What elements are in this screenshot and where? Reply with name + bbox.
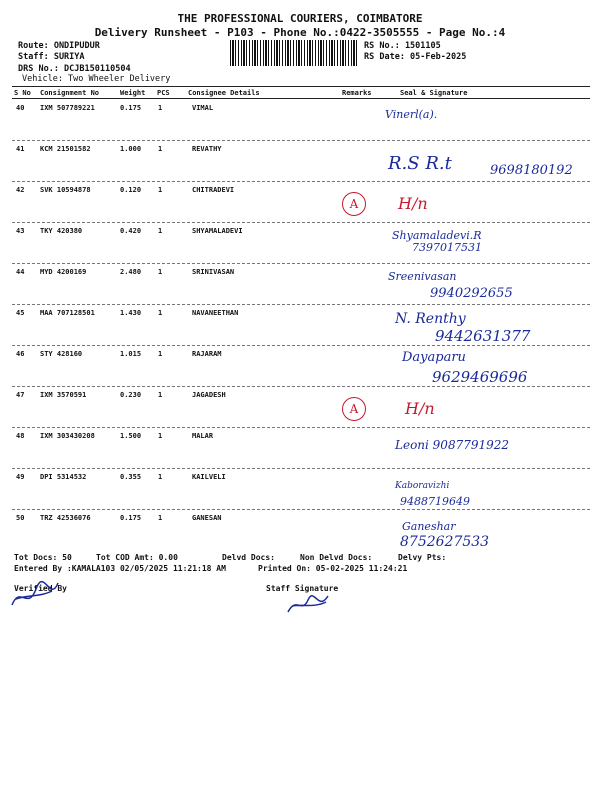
cell-weight: 1.500	[120, 432, 142, 440]
signature: Ganeshar	[402, 520, 456, 533]
cell-weight: 0.230	[120, 391, 142, 399]
cell-sno: 41	[16, 145, 25, 153]
row-separator	[12, 468, 590, 469]
cell-weight: 0.355	[120, 473, 142, 481]
row-separator	[12, 304, 590, 305]
cell-pcs: 1	[158, 227, 163, 235]
row-separator	[12, 263, 590, 264]
table-row	[0, 305, 600, 345]
cell-weight: 1.015	[120, 350, 142, 358]
col-consignee: Consignee Details	[188, 89, 260, 97]
verified-signature-scribble	[6, 575, 66, 615]
cell-consignment: KCM 21501582	[40, 145, 91, 153]
table-row	[0, 387, 600, 427]
signature-phone: 9488719649	[400, 495, 470, 508]
signature: Vinerl(a).	[385, 108, 438, 121]
signature: H/n	[398, 194, 428, 213]
table-row	[0, 264, 600, 304]
cell-consignee: VIMAL	[192, 104, 214, 112]
remark-stamp: A	[342, 192, 366, 216]
cell-consignee: SRINIVASAN	[192, 268, 235, 276]
cell-consignment: MYD 4200169	[40, 268, 87, 276]
printed-on: Printed On: 05-02-2025 11:24:21	[258, 564, 408, 573]
rs-date: RS Date: 05-Feb-2025	[364, 52, 467, 62]
barcode	[230, 40, 358, 66]
table-row	[0, 100, 600, 140]
row-separator	[12, 427, 590, 428]
cell-weight: 0.420	[120, 227, 142, 235]
route: Route: ONDIPUDUR	[18, 41, 100, 51]
cell-sno: 45	[16, 309, 25, 317]
cell-consignment: IXM 507789221	[40, 104, 95, 112]
cell-pcs: 1	[158, 309, 163, 317]
row-separator	[12, 181, 590, 182]
col-sno: S No	[14, 89, 31, 97]
table-row	[0, 182, 600, 222]
signature: H/n	[405, 399, 435, 418]
cell-weight: 1.430	[120, 309, 142, 317]
row-separator	[12, 386, 590, 387]
cell-consignment: MAA 707128501	[40, 309, 95, 317]
signature: Shyamaladevi.R	[392, 229, 482, 242]
table-row	[0, 223, 600, 263]
signature: R.S R.t	[388, 153, 452, 174]
total-cod-amount: Tot COD Amt: 0.00	[96, 553, 178, 562]
cell-consignment: SVK 10594878	[40, 186, 91, 194]
cell-consignee: MALAR	[192, 432, 214, 440]
cell-pcs: 1	[158, 350, 163, 358]
cell-consignee: CHITRADEVI	[192, 186, 235, 194]
col-consignment: Consignment No	[40, 89, 100, 97]
rs-number: RS No.: 1501105	[364, 41, 441, 51]
staff-signature: Staff Signature	[266, 584, 339, 593]
cell-sno: 42	[16, 186, 25, 194]
signature-phone: 9629469696	[432, 368, 528, 386]
cell-sno: 49	[16, 473, 25, 481]
table-row	[0, 510, 600, 550]
table-row	[0, 346, 600, 386]
non-delivered-docs: Non Delvd Docs:	[300, 553, 373, 562]
signature-phone: 7397017531	[412, 241, 482, 254]
entered-by: Entered By :KAMALA103 02/05/2025 11:21:18 AM	[14, 564, 226, 573]
cell-consignment: TRZ 42536076	[40, 514, 91, 522]
cell-sno: 46	[16, 350, 25, 358]
col-weight: Weight	[120, 89, 146, 97]
cell-weight: 1.000	[120, 145, 142, 153]
cell-consignee: REVATHY	[192, 145, 222, 153]
cell-weight: 0.175	[120, 514, 142, 522]
cell-consignment: STY 428160	[40, 350, 83, 358]
colhead-rule	[12, 98, 590, 99]
cell-weight: 0.120	[120, 186, 142, 194]
signature: N. Renthy	[395, 311, 466, 327]
cell-consignee: RAJARAM	[192, 350, 222, 358]
cell-sno: 47	[16, 391, 25, 399]
delivery-points: Delvy Pts:	[398, 553, 447, 562]
signature-phone: 9698180192	[490, 163, 573, 178]
col-pcs: PCS	[157, 89, 170, 97]
signature: Dayaparu	[402, 350, 466, 365]
cell-pcs: 1	[158, 473, 163, 481]
cell-pcs: 1	[158, 432, 163, 440]
cell-consignee: GANESAN	[192, 514, 222, 522]
col-remarks: Remarks	[342, 89, 372, 97]
cell-pcs: 1	[158, 268, 163, 276]
cell-pcs: 1	[158, 104, 163, 112]
col-signature: Seal & Signature	[400, 89, 468, 97]
staff-signature-scribble	[284, 590, 334, 618]
signature-phone: 9940292655	[430, 286, 513, 301]
cell-sno: 40	[16, 104, 25, 112]
company-title: THE PROFESSIONAL COURIERS, COIMBATORE	[177, 12, 423, 25]
signature: Kaboravizhi	[395, 481, 450, 491]
signature: Sreenivasan	[388, 270, 457, 283]
cell-sno: 50	[16, 514, 25, 522]
vehicle: Vehicle: Two Wheeler Delivery	[22, 74, 171, 84]
cell-weight: 2.480	[120, 268, 142, 276]
signature-phone: 8752627533	[400, 534, 490, 550]
cell-sno: 48	[16, 432, 25, 440]
cell-sno: 44	[16, 268, 25, 276]
remark-stamp: A	[342, 397, 366, 421]
staff: Staff: SURIYA	[18, 52, 85, 62]
cell-consignee: NAVANEETHAN	[192, 309, 239, 317]
cell-pcs: 1	[158, 145, 163, 153]
delivered-docs: Delvd Docs:	[222, 553, 275, 562]
cell-sno: 43	[16, 227, 25, 235]
row-separator	[12, 509, 590, 510]
cell-consignment: IXM 303430208	[40, 432, 95, 440]
signature: Leoni 9087791922	[395, 438, 510, 452]
cell-weight: 0.175	[120, 104, 142, 112]
table-row	[0, 469, 600, 509]
verified-by: Verified By	[14, 584, 67, 593]
runsheet-title: Delivery Runsheet - P103 - Phone No.:0422-3505555 - Page No.:4	[94, 26, 506, 39]
header-rule	[12, 86, 590, 87]
table-row	[0, 428, 600, 468]
row-separator	[12, 140, 590, 141]
cell-consignment: IXM 3570591	[40, 391, 87, 399]
cell-consignee: JAGADESH	[192, 391, 226, 399]
row-separator	[12, 345, 590, 346]
total-docs: Tot Docs: 50	[14, 553, 72, 562]
cell-pcs: 1	[158, 186, 163, 194]
row-separator	[12, 222, 590, 223]
table-row	[0, 141, 600, 181]
cell-pcs: 1	[158, 514, 163, 522]
cell-consignment: TKY 420380	[40, 227, 83, 235]
cell-consignee: SHYAMALADEVI	[192, 227, 243, 235]
cell-pcs: 1	[158, 391, 163, 399]
signature-phone: 9442631377	[435, 327, 531, 345]
cell-consignment: DPI 5314532	[40, 473, 87, 481]
drs-number: DRS No.: DCJB150110504	[18, 64, 131, 74]
cell-consignee: KAILVELI	[192, 473, 226, 481]
